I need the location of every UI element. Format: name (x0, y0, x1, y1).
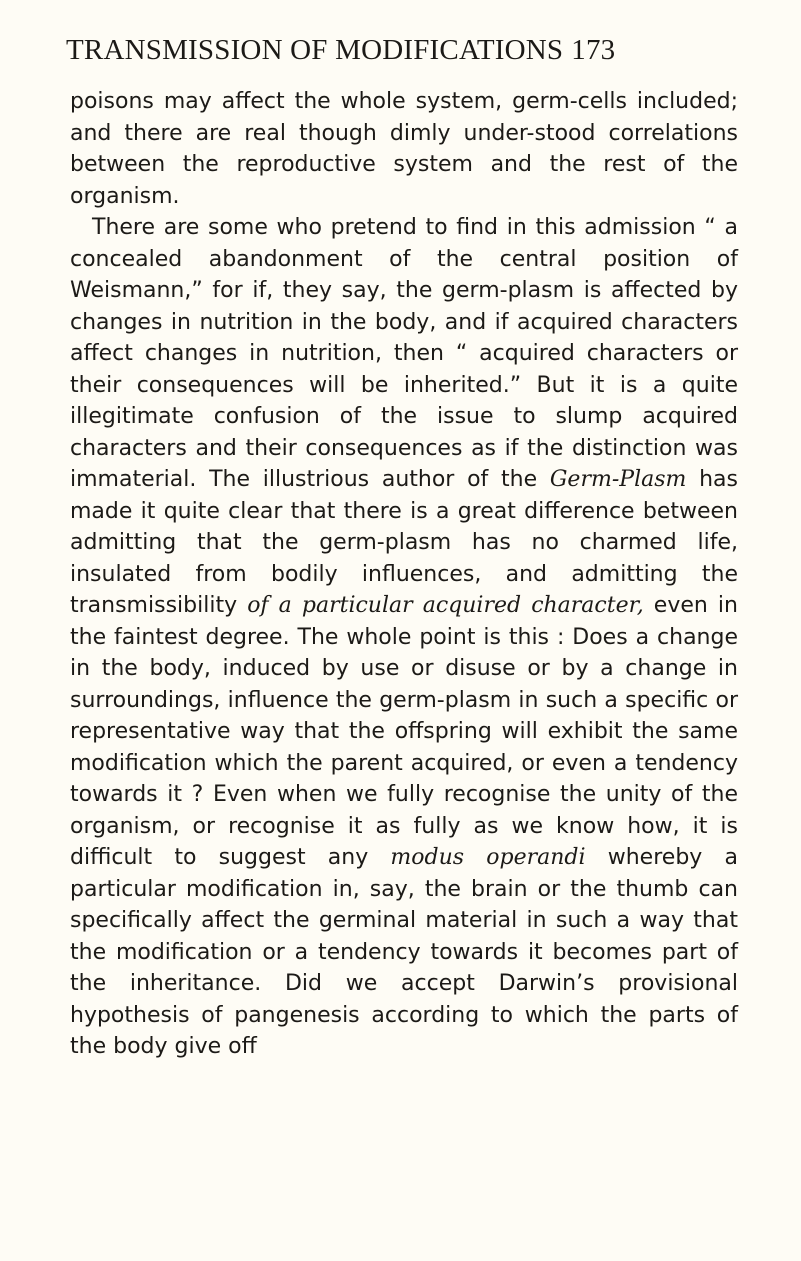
text-segment: has made it quite clear that there is a great difference between admitting that the germ-plasm has no charmed life, insulated from bodily influences, and admitting the transmissibility (70, 467, 738, 618)
italic-book-title: Germ-Plasm (549, 467, 687, 492)
body-text (70, 86, 738, 1063)
running-head-title: TRANSMISSION OF MODIFICATIONS (66, 34, 564, 66)
text-segment: whereby a particular modification in, say, the brain or the thumb can specifically affect the germinal material in such a way that the modification or a tendency towards it becomes part of the inheritance. Did we accept Darwin’s provisional hypothesis of pangenesis according to which the parts of the body give off (70, 845, 738, 1059)
paragraph-weismann (70, 212, 738, 1063)
text-segment: even in the faintest degree. The whole point is this : Does a change in the body, induced by use or disuse or by a change in surroundings, influence the germ-plasm in such a specific or representative way that the offspring will exhibit the same modification which the parent acquired, or even a tendency towards it ? Even when we fully recognise the unity of the organism, or recognise it as fully as we know how, it is difficult to suggest any (70, 593, 738, 870)
page-number: 173 (571, 34, 616, 66)
paragraph-continuation (70, 86, 738, 212)
text-segment: There are some who pretend to find in this admission “ a concealed abandonment of the central position of Weismann,” for if, they say, the germ-plasm is affected by changes in nutrition in the body, and if acquired characters affect changes in nutrition, then “ acquired characters or their consequences will be inherited.” But it is a quite illegitimate confusion of the issue to slump acquired characters and their consequences as if the distinction was immaterial. The illustrious author of the (70, 215, 738, 492)
running-head (66, 30, 738, 70)
italic-phrase: of a particular acquired character, (247, 593, 644, 618)
italic-latin-phrase: modus operandi (390, 845, 586, 870)
text-segment: poisons may affect the whole system, germ-cells included; and there are real though dimly under-stood correlations between the reproductive system and the rest of the organism. (70, 89, 738, 209)
